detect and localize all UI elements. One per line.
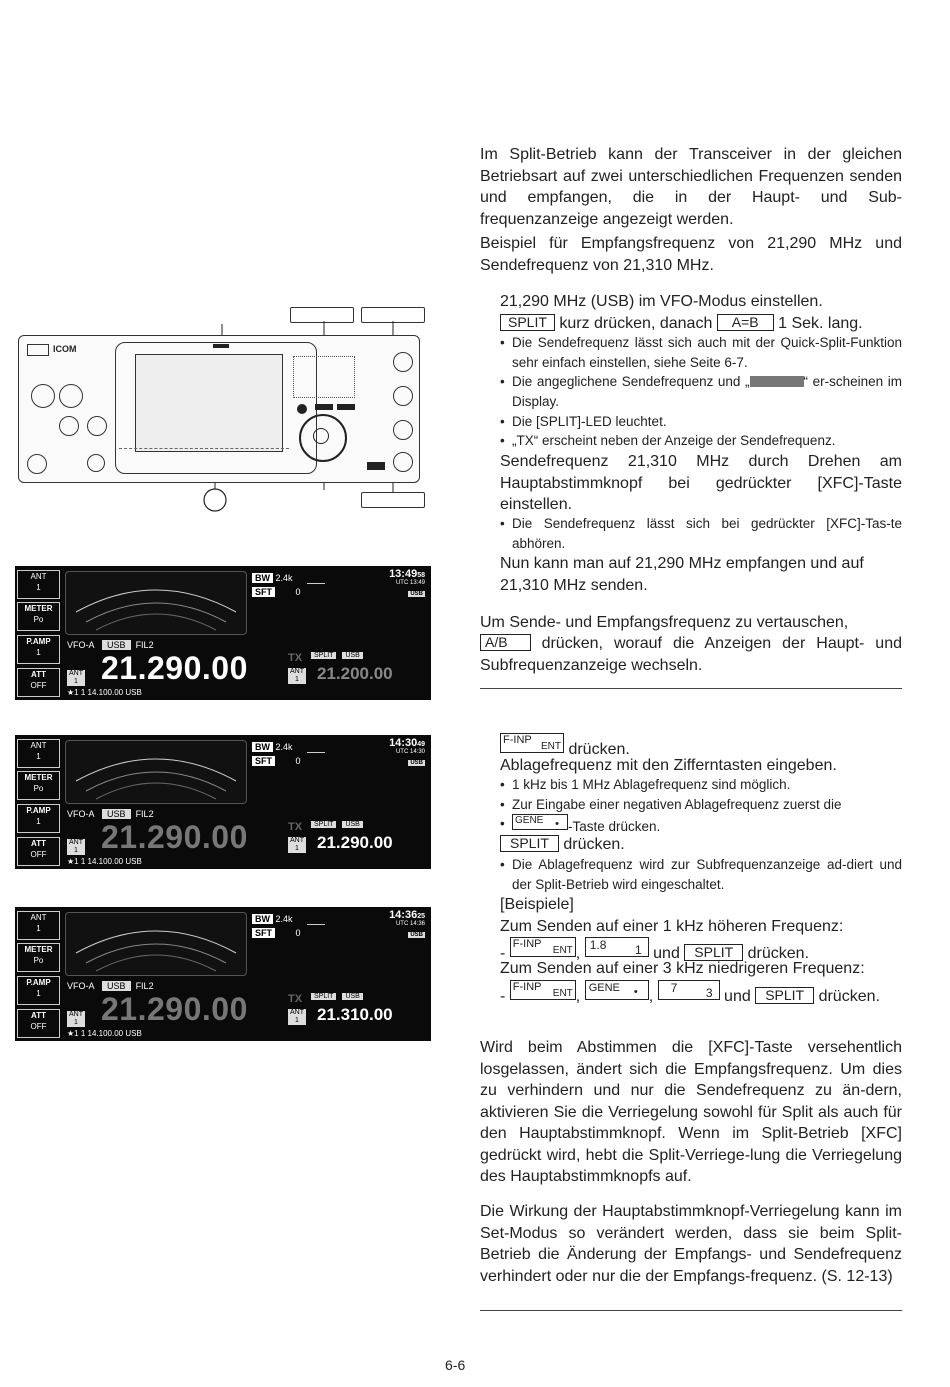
lock-paragraph: Wird beim Abstimmen die [XFC]-Taste versehentlich losgelassen, ändert sich die Empfangsfrequenz. Um dies zu verhindern und nur die Sendefrequenz zu än-dern, aktivieren Sie die Verriegelung sowohl für Split als auch für den Hauptabstimmknopf. Wenn im Split-Betrieb [XFC] gedrückt wird, hebt die Split-Verriege-lung die Verriegelung des Hauptabstimmknopfs auf. <box>480 1039 902 1185</box>
pamp-softkey: P.AMP 1 <box>17 635 60 664</box>
bw-readout: BW 2.4k <box>252 914 293 924</box>
power-switch <box>27 344 49 356</box>
knob-comp <box>87 416 107 436</box>
note-tx: • „TX“ erscheint neben der Anzeige der Sendefrequenz. <box>500 431 902 451</box>
section-divider-1 <box>480 688 902 689</box>
knob-phones <box>87 454 105 472</box>
split-key: SPLIT <box>500 314 555 331</box>
sft-readout: SFT 0 <box>252 587 301 597</box>
swap-line-2: A/B drücken, worauf die Anzeigen der Haupt- und Subfrequenzanzeige wechseln. <box>480 634 902 674</box>
tx-indicator: TX <box>288 652 303 664</box>
bw-readout: BW 2.4k <box>252 573 293 583</box>
lcd-display-2 <box>15 735 431 869</box>
step-finp: F-INP ENT drücken. <box>500 733 902 761</box>
filter-shape-icon <box>307 742 325 753</box>
main-frequency: 21.290.00 <box>101 819 248 855</box>
att-softkey: ATT OFF <box>17 837 60 866</box>
split-status: SPLIT USB <box>311 652 369 659</box>
vfo-row: VFO-A USB FIL2 <box>67 981 154 991</box>
xfc-button <box>297 404 307 414</box>
split-led <box>213 344 229 348</box>
key-1-8: 1.8 1 <box>585 937 649 957</box>
ab-key: A/B <box>480 634 531 651</box>
ant-softkey: ANT 1 <box>17 911 60 940</box>
sub-frequency: 21.200.00 <box>317 664 393 683</box>
example-1-keys: - F-INP ENT , 1.8 1 und SPLIT drücken. <box>500 938 810 962</box>
dial-finger-dimple <box>313 428 329 444</box>
set-mode-paragraph: Die Wirkung der Hauptabstimmknopf-Verriegelung kann im Set-Modus so verändert werden, dass sie beim Split-Betrieb die Änderung der Empfangs- und Sendefrequenz verhindert oder nur die der Empfangs-frequenz. (S. 12-13) <box>480 1203 902 1285</box>
function-key-row <box>119 448 289 457</box>
knob-right-4 <box>393 452 413 472</box>
ab-button <box>337 404 355 410</box>
gene-key: • GENE • <box>512 814 568 830</box>
finp-ent-key: F-INP ENT <box>500 733 564 753</box>
att-softkey: ATT OFF <box>17 1009 60 1038</box>
note-led: • Die [SPLIT]-LED leuchtet. <box>500 412 902 432</box>
examples-heading: [Beispiele] <box>500 896 574 913</box>
tx-indicator: TX <box>288 821 303 833</box>
knob-right-3 <box>393 420 413 440</box>
example-2-keys: - F-INP ENT , GENE • , 7 3 und SPLIT drücken. <box>500 981 880 1005</box>
clock: 14:3049 UTC 14:30 USB <box>389 737 425 766</box>
split-button <box>315 404 333 410</box>
memory-row: ★1 1 14.100.00 USB <box>67 857 142 866</box>
ant-softkey: ANT 1 <box>17 570 60 599</box>
s-meter <box>65 571 247 635</box>
split-status: SPLIT USB <box>311 821 369 828</box>
band-keypad <box>293 356 355 398</box>
main-ant-badge: ANT 1 <box>69 839 83 854</box>
step-split-press-2: SPLIT drücken. <box>500 834 902 856</box>
section-divider-2 <box>480 1310 902 1311</box>
meter-softkey: METER Po <box>17 943 60 972</box>
ant-softkey: ANT 1 <box>17 739 60 768</box>
ab-equal-key: A=B <box>717 314 774 331</box>
main-frequency: 21.290.00 <box>101 650 248 686</box>
s-meter-scale <box>66 741 246 803</box>
note-negative-offset: • Zur Eingabe einer negativen Ablagefrequenz zuerst die <box>500 795 902 815</box>
memory-row: ★1 1 14.100.00 USB <box>67 688 142 697</box>
example-paragraph: Beispiel für Empfangsfrequenz von 21,290 MHz und Sendefrequenz von 21,310 MHz. <box>480 235 902 274</box>
sub-frequency: 21.290.00 <box>317 833 393 852</box>
note-display: • Die angeglichene Sendefrequenz und „ “ er-scheinen im Display. <box>500 372 902 411</box>
swap-line-1: Um Sende- und Empfangsfrequenz zu vertauschen, <box>480 614 849 631</box>
mic-connector <box>27 454 47 474</box>
meter-softkey: METER Po <box>17 602 60 631</box>
note-monitor: • Die Sendefrequenz lässt sich bei gedrückter [XFC]-Tas-te abhören. <box>500 514 902 553</box>
note-range: • 1 kHz bis 1 MHz Ablagefrequenz sind möglich. <box>500 775 902 795</box>
finp-ent-key-ex2: F-INP ENT <box>510 980 576 1000</box>
pamp-softkey: P.AMP 1 <box>17 976 60 1005</box>
sub-frequency: 21.310.00 <box>317 1005 393 1024</box>
s-meter-scale <box>66 572 246 634</box>
brand-logo: ICOM <box>53 344 77 354</box>
meter-softkey: METER Po <box>17 771 60 800</box>
xfc-led <box>367 462 385 470</box>
s-meter <box>65 740 247 804</box>
sft-readout: SFT 0 <box>252 756 301 766</box>
sub-ant-badge: ANT 1 <box>290 1009 304 1024</box>
main-frequency: 21.290.00 <box>101 991 248 1027</box>
split-status: SPLIT USB <box>311 993 369 1000</box>
knob-rf <box>59 384 83 408</box>
memory-row: ★1 1 14.100.00 USB <box>67 1029 142 1038</box>
tx-indicator: TX <box>288 993 303 1005</box>
step-set-frequency: 21,290 MHz (USB) im VFO-Modus einstellen. <box>500 293 823 310</box>
main-ant-badge: ANT 1 <box>69 1011 83 1026</box>
note-gene-key: • GENE • -Taste drücken. <box>500 814 902 837</box>
filter-shape-icon <box>307 573 325 584</box>
step-set-tx-frequency: Sendefrequenz 21,310 MHz durch Drehen am Hauptabstimmknopf bei gedrückter [XFC]-Taste einstellen. <box>500 453 902 513</box>
lcd-screen <box>135 354 283 452</box>
step-enter-offset: Ablagefrequenz mit den Zifferntasten eingeben. <box>500 757 837 774</box>
clock: 14:3625 UTC 14:36 USB <box>389 909 425 938</box>
note-offset-added: • Die Ablagefrequenz wird zur Subfrequenzanzeige ad-diert und der Split-Betrieb wird eingeschaltet. <box>500 855 902 894</box>
split-indicator-graphic <box>750 376 804 387</box>
knob-af <box>31 384 55 408</box>
vfo-row: VFO-A USB FIL2 <box>67 809 154 819</box>
split-key-ex2: SPLIT <box>755 987 814 1004</box>
clock: 13:4958 UTC 13:49 USB <box>389 568 425 597</box>
gene-key-ex2: GENE • <box>585 980 649 1000</box>
sft-readout: SFT 0 <box>252 928 301 938</box>
split-key-ex1: SPLIT <box>684 944 743 961</box>
example-2-text: Zum Senden auf einer 3 kHz niedrigeren Frequenz: <box>500 960 865 977</box>
key-7-3: 7 3 <box>658 980 720 1000</box>
lcd-display-3 <box>15 907 431 1041</box>
main-ant-badge: ANT 1 <box>69 670 83 685</box>
lcd-display-1 <box>15 566 431 700</box>
transceiver-illustration <box>18 335 420 483</box>
intro-paragraph: Im Split-Betrieb kann der Transceiver in der gleichen Betriebsart auf zwei unterschiedlichen Frequenzen senden und empfangen, die in der Haupt- und Sub-frequenzanzeige angezeigt werden. <box>480 146 902 228</box>
knob-right-2 <box>393 386 413 406</box>
s-meter <box>65 912 247 976</box>
att-softkey: ATT OFF <box>17 668 60 697</box>
sub-ant-badge: ANT 1 <box>290 668 304 683</box>
s-meter-scale <box>66 913 246 975</box>
filter-shape-icon <box>307 914 325 925</box>
step-result: Nun kann man auf 21,290 MHz empfangen und auf 21,310 MHz senden. <box>500 555 864 594</box>
step-split-press: SPLIT kurz drücken, danach A=B 1 Sek. lang. <box>500 313 902 335</box>
note-quick-split: • Die Sendefrequenz lässt sich auch mit der Quick-Split-Funktion sehr einfach einstellen, siehe Seite 6-7. <box>500 333 902 372</box>
pamp-softkey: P.AMP 1 <box>17 804 60 833</box>
split-key-2: SPLIT <box>500 835 559 852</box>
bw-readout: BW 2.4k <box>252 742 293 752</box>
knob-right-1 <box>393 352 413 372</box>
knob-mic <box>59 416 79 436</box>
finp-ent-key-ex1: F-INP ENT <box>510 937 576 957</box>
sub-ant-badge: ANT 1 <box>290 837 304 852</box>
page-number: 6-6 <box>445 1357 466 1373</box>
example-1-text: Zum Senden auf einer 1 kHz höheren Frequenz: <box>500 918 844 935</box>
vfo-row: VFO-A USB FIL2 <box>67 640 154 650</box>
